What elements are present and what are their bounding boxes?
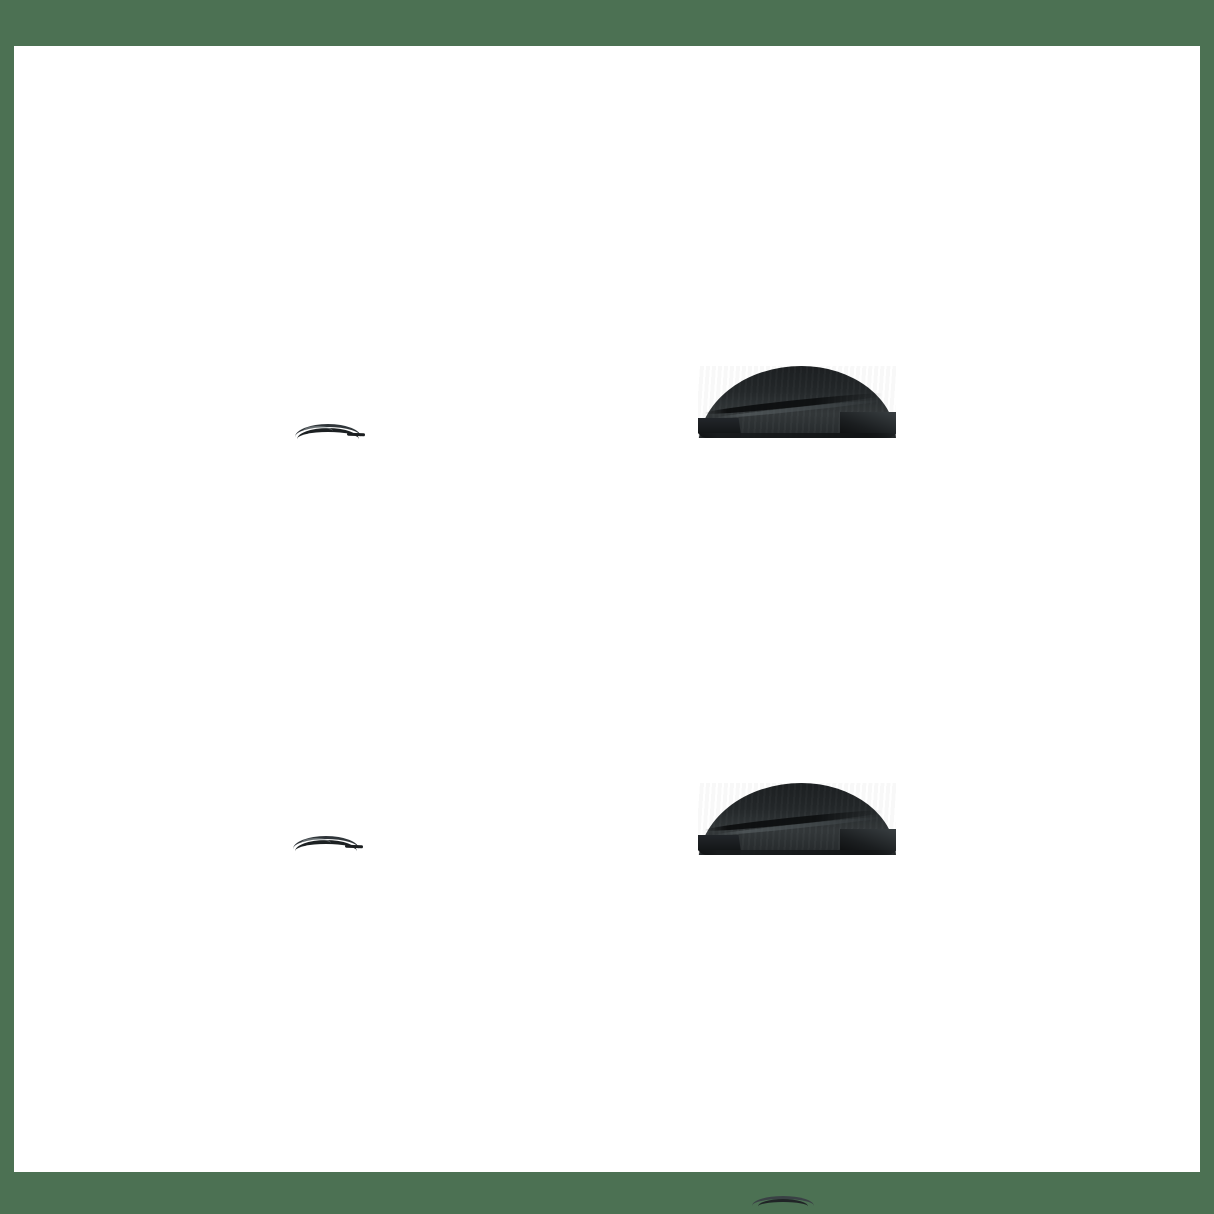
frame-border-top [0, 0, 1214, 46]
frame-border-right [1200, 0, 1214, 1214]
blade-base-shadow [698, 433, 896, 438]
wiper-blade-curved-bottom-right [698, 783, 896, 855]
blade-end-cap [347, 433, 365, 437]
blade-end-cap [345, 845, 363, 849]
wiper-blade-sliver-bottom-edge [752, 1196, 814, 1204]
blade-highlight [303, 426, 333, 438]
blade-base-shadow [698, 850, 896, 855]
frame-border-bottom [0, 1172, 1214, 1214]
wiper-blade-thin-bottom-left [293, 836, 359, 854]
frame-border-left [0, 0, 14, 1214]
photo-background [14, 46, 1200, 1172]
wiper-blade-curved-top-right [698, 366, 896, 438]
blade-highlight [301, 838, 331, 850]
blade-rubber-edge [758, 1199, 808, 1214]
wiper-blade-thin-top-left [295, 424, 361, 442]
